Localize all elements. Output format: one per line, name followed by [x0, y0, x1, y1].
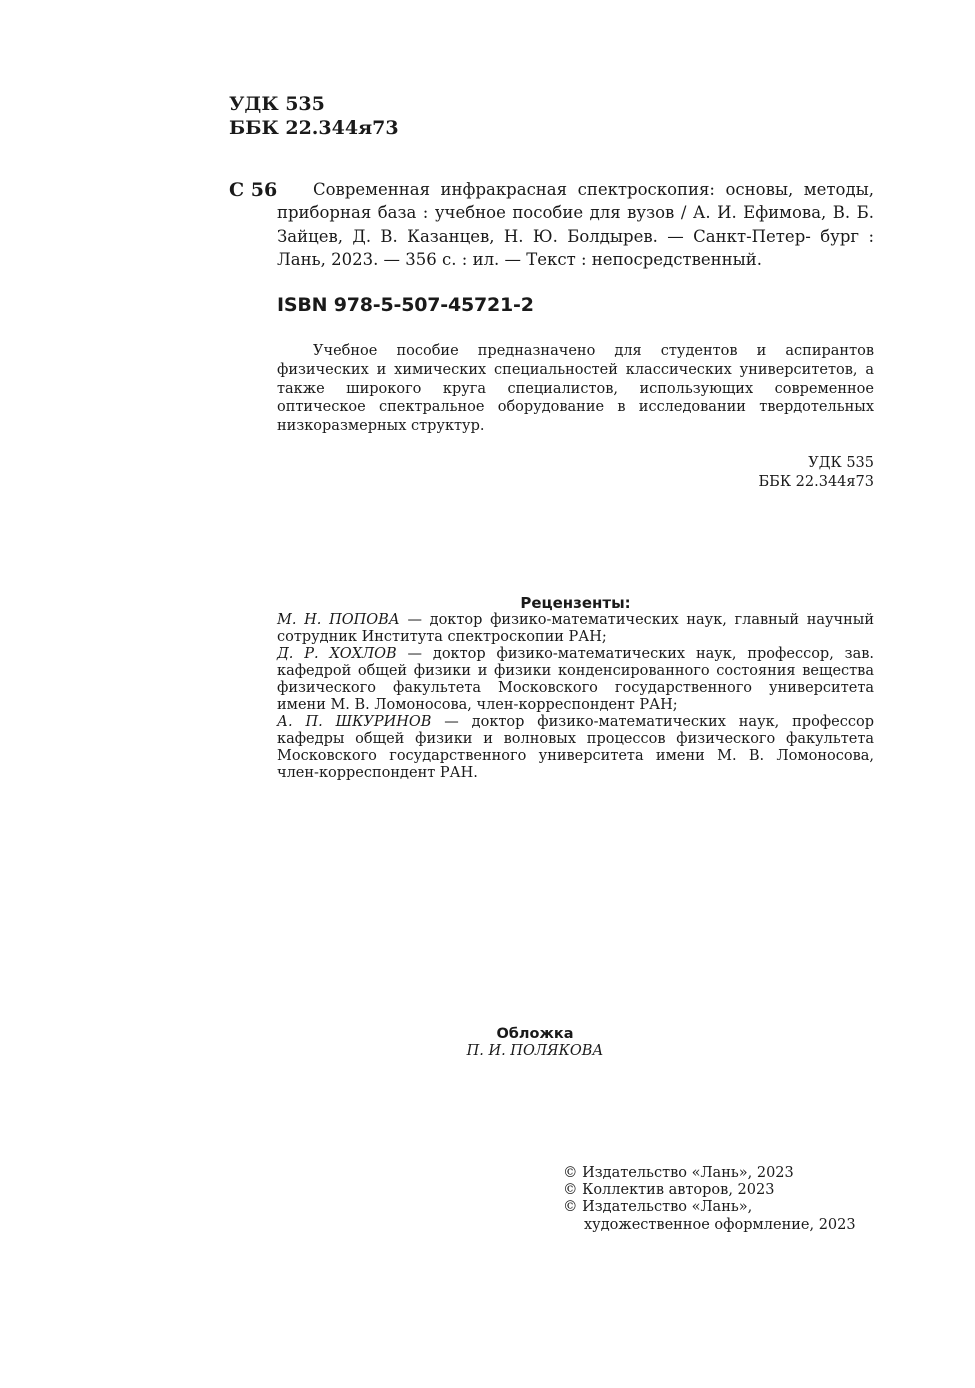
copyright-line: © Коллектив авторов, 2023 [563, 1182, 775, 1199]
cover-label: Обложка [496, 1026, 574, 1042]
annotation: Учебное пособие предназначено для студентов и аспирантов физических и химических специальностей классических университетов, а также широкого круга специалистов, использующих современное оптическое спектральное оборудование в исследовании твердотельных низкоразмерных структур. [277, 343, 874, 435]
isbn: ISBN 978-5-507-45721-2 [277, 294, 534, 316]
bib-line: Современная инфракрасная спектроскопия: основы, методы, [313, 180, 874, 199]
copyright-block [563, 1165, 883, 1234]
classification-bottom [600, 454, 874, 492]
bbk-code: ББК 22.344я73 [758, 473, 874, 490]
reviewer-description: — доктор физико-математических наук, профессор, зав. кафедрой общей физики и физики конденсированного состояния вещества физического факультета Московского государственного университета имени М. В. Ломоносова, член-корреспондент РАН; [277, 646, 874, 713]
copyright-line: художественное оформление, 2023 [584, 1216, 856, 1233]
reviewer-name: Д. Р. ХОХЛОВ [277, 646, 397, 662]
reviewer-description: — доктор физико-математических наук, главный научный сотрудник Института спектроскопии РАН; [277, 612, 874, 645]
classification-top [229, 92, 399, 140]
reviewers-title: Рецензенты: [520, 594, 631, 612]
reviewer-entry [277, 714, 874, 782]
udk-code: УДК 535 [808, 455, 874, 471]
reviewer-name: А. П. ШКУРИНОВ [277, 714, 432, 730]
cover-designer: П. И. ПОЛЯКОВА [466, 1043, 604, 1059]
reviewers-list [277, 612, 874, 782]
bbk-code: ББК 22.344я73 [229, 117, 399, 139]
reviewer-description: — доктор физико-математических наук, профессор кафедры общей физики и волновых процессов физического факультета Московского государственного университета имени М. В. Ломоносова, член-корреспондент РАН. [277, 714, 874, 781]
reviewer-entry [277, 612, 874, 646]
copyright-line: © Издательство «Лань», 2023 [563, 1165, 794, 1181]
copyright-line: © Издательство «Лань», [563, 1199, 753, 1216]
reviewer-entry [277, 646, 874, 714]
bib-line: приборная база : учебное пособие для вузов / А. И. Ефимова, [277, 203, 833, 223]
reviewer-name: М. Н. ПОПОВА [277, 612, 400, 628]
bib-line: бург : Лань, 2023. — 356 с. : ил. — Текст : непосредственный. [277, 226, 875, 269]
author-sign: С 56 [229, 179, 278, 201]
udk-code: УДК 535 [229, 93, 325, 115]
bib-line: В. Б. Зайцев, Д. В. Казанцев, Н. Ю. Болдырев. — Санкт-Петер- [277, 203, 874, 246]
bibliographic-description [277, 178, 874, 271]
